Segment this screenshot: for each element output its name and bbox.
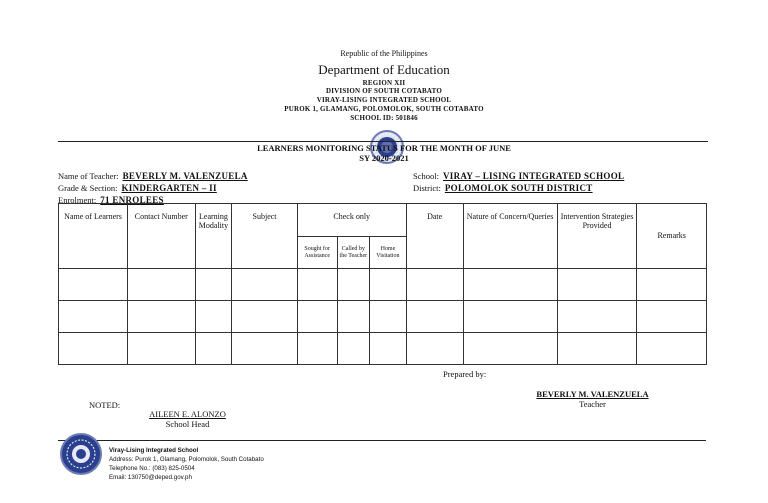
table-cell[interactable]	[406, 301, 463, 333]
grade-label: Grade & Section:	[58, 183, 118, 193]
preparer-name: BEVERLY M. VALENZUELA	[536, 389, 649, 399]
table-cell[interactable]	[128, 269, 195, 301]
table-cell[interactable]	[297, 301, 337, 333]
table-cell[interactable]	[128, 301, 195, 333]
district-label: District:	[413, 183, 441, 193]
table-cell[interactable]	[59, 301, 128, 333]
table-cell[interactable]	[370, 301, 407, 333]
preparer-role: Teacher	[579, 399, 606, 409]
noted-label: NOTED:	[89, 400, 121, 410]
footer-telephone: Telephone No.: (083) 825-0504	[109, 465, 195, 472]
col-home-visitation: Home Visitation	[370, 237, 407, 269]
table-cell[interactable]	[463, 333, 557, 365]
table-cell[interactable]	[463, 269, 557, 301]
col-name-of-learners: Name of Learners	[59, 204, 128, 269]
teacher-label: Name of Teacher:	[58, 171, 119, 181]
enrolment-value: 71 ENROLEES	[100, 195, 164, 205]
table-cell[interactable]	[195, 333, 232, 365]
header-school: VIRAY-LISING INTEGRATED SCHOOL	[316, 96, 452, 104]
footer-divider	[58, 440, 706, 441]
table-cell[interactable]	[337, 333, 369, 365]
table-cell[interactable]	[297, 333, 337, 365]
table-cell[interactable]	[337, 301, 369, 333]
teacher-value: BEVERLY M. VALENZUELA	[122, 171, 248, 181]
preparer-block	[515, 389, 670, 409]
footer-school: Viray-Lising Integrated School	[109, 447, 199, 454]
form-title: LEARNERS MONITORING STATUS FOR THE MONTH OF JUNE	[257, 143, 511, 153]
col-nature-of-concern: Nature of Concern/Queries	[463, 204, 557, 269]
col-check-only: Check only	[297, 204, 406, 237]
table-cell[interactable]	[232, 301, 297, 333]
district-value: POLOMOLOK SOUTH DISTRICT	[444, 183, 593, 193]
school-label: School:	[413, 171, 439, 181]
table-cell[interactable]	[297, 269, 337, 301]
table-cell[interactable]	[637, 301, 707, 333]
school-head-role: School Head	[165, 419, 210, 429]
school-value: VIRAY – LISING INTEGRATED SCHOOL	[442, 171, 625, 181]
table-cell[interactable]	[463, 301, 557, 333]
footer-email: Email: 130750@deped.gov.ph	[109, 474, 192, 481]
header-divider	[58, 141, 708, 142]
col-sought-for-assistance: Sought for Assistance	[297, 237, 337, 269]
table-cell[interactable]	[59, 333, 128, 365]
table-cell[interactable]	[128, 333, 195, 365]
table-cell[interactable]	[406, 269, 463, 301]
table-row	[59, 301, 707, 333]
table-header-row	[59, 204, 707, 237]
prepared-by-label: Prepared by:	[443, 369, 487, 379]
table-cell[interactable]	[637, 269, 707, 301]
table-cell[interactable]	[370, 333, 407, 365]
school-logo-icon	[60, 433, 102, 475]
col-learning-modality: Learning Modality	[195, 204, 232, 269]
school-head-name: AILEEN E. ALONZO	[149, 409, 226, 419]
district-line	[413, 178, 593, 196]
table-cell[interactable]	[557, 333, 637, 365]
table-cell[interactable]	[406, 333, 463, 365]
monitoring-table	[58, 203, 707, 365]
enrolment-label: Enrolment:	[58, 195, 97, 205]
school-head-block	[130, 409, 245, 429]
col-remarks: Remarks	[637, 204, 707, 269]
footer-contact	[109, 446, 264, 482]
form-school-year: SY 2020-2021	[359, 153, 409, 163]
table-cell[interactable]	[59, 269, 128, 301]
col-called-by-teacher: Called by the Teacher	[337, 237, 369, 269]
table-cell[interactable]	[232, 333, 297, 365]
table-cell[interactable]	[370, 269, 407, 301]
col-date: Date	[406, 204, 463, 269]
table-cell[interactable]	[232, 269, 297, 301]
col-subject: Subject	[232, 204, 297, 269]
header-address: PUROK 1, GLAMANG, POLOMOLOK, SOUTH COTABATO	[284, 105, 484, 113]
grade-value: KINDERGARTEN – II	[121, 183, 217, 193]
table-cell[interactable]	[557, 301, 637, 333]
header-division: DIVISION OF SOUTH COTABATO	[326, 87, 442, 95]
table-cell[interactable]	[195, 301, 232, 333]
table-row	[59, 333, 707, 365]
header-department: Department of Education	[318, 62, 450, 77]
table-cell[interactable]	[637, 333, 707, 365]
header-republic: Republic of the Philippines	[340, 49, 428, 58]
header-school-id: SCHOOL ID: 501846	[350, 114, 418, 122]
table-row	[59, 269, 707, 301]
table-cell[interactable]	[195, 269, 232, 301]
table-cell[interactable]	[337, 269, 369, 301]
col-intervention-strategies: Intervention Strategies Provided	[557, 204, 637, 269]
col-contact-number: Contact Number	[128, 204, 195, 269]
header-region: REGION XII	[362, 79, 406, 87]
footer-address: Address: Purok 1, Glamang, Polomolok, South Cotabato	[109, 456, 264, 463]
table-cell[interactable]	[557, 269, 637, 301]
